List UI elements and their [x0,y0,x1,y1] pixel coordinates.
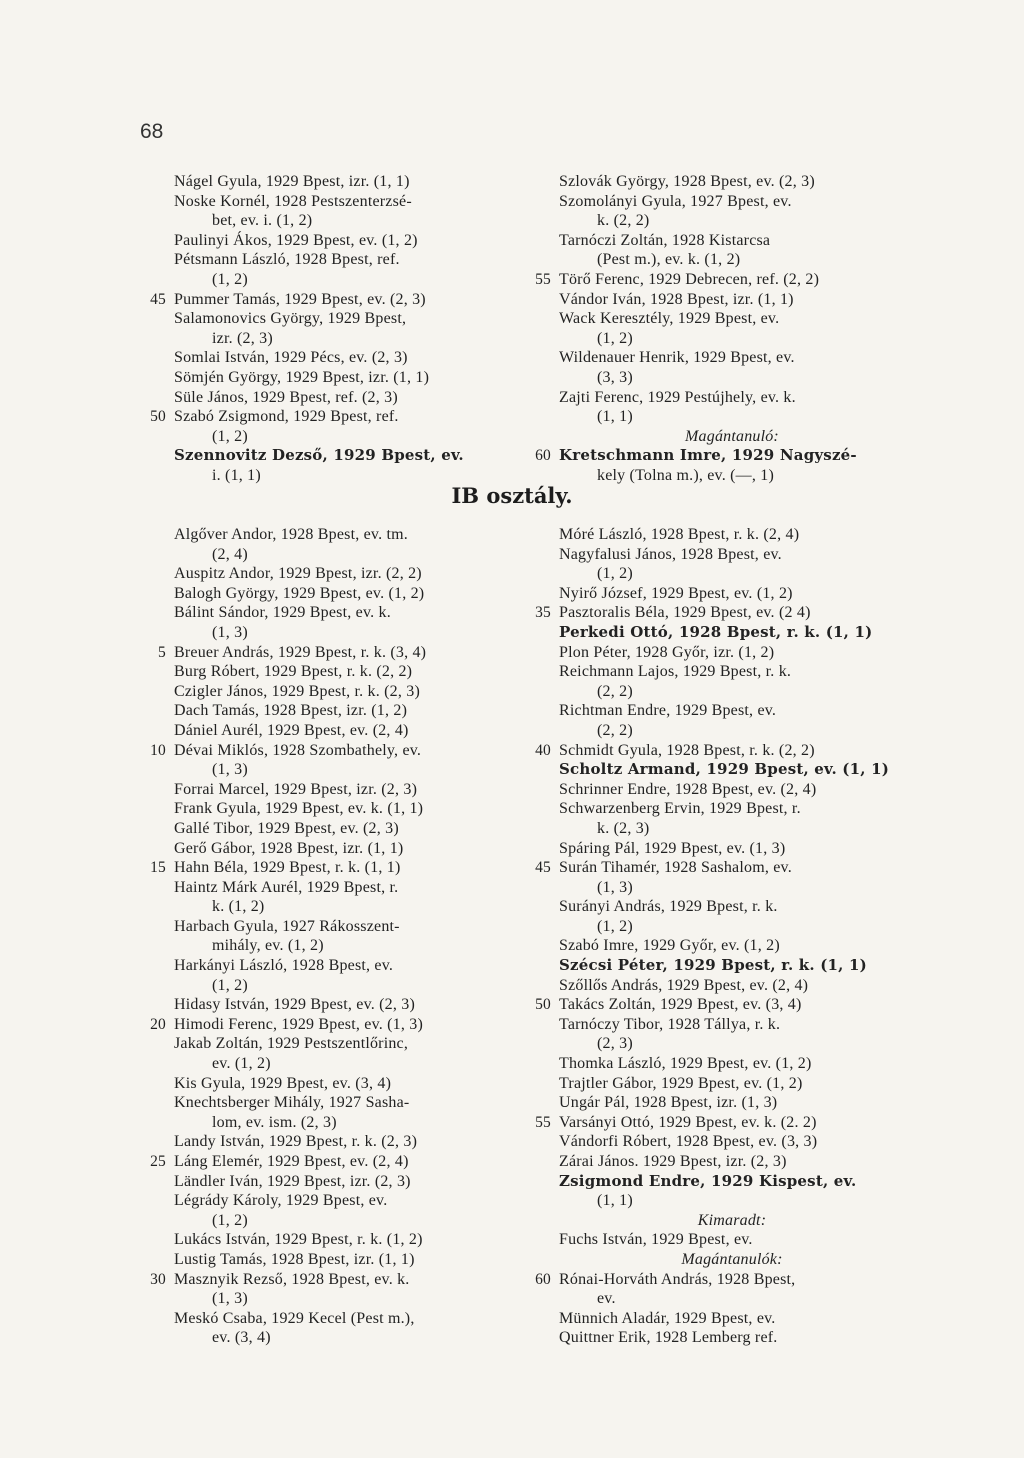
list-item [140,956,520,976]
list-item [525,1015,905,1035]
list-item [525,172,905,192]
list-item [140,682,520,702]
entry-text: Rónai-Horváth András, 1928 Bpest, [559,1270,796,1288]
entry-text: ev. (3, 4) [212,1329,271,1347]
list-item [525,878,905,898]
list-item [140,1054,520,1074]
entry-text: Magántanuló: [685,427,779,445]
list-item [140,250,520,270]
list-item [525,1230,905,1250]
list-item [140,995,520,1015]
list-item [140,172,520,192]
entry-text: Szécsi Péter, 1929 Bpest, r. k. (1, 1) [559,956,867,975]
entry-text: (2, 4) [212,545,248,563]
entry-text: Frank Gyula, 1929 Bpest, ev. k. (1, 1) [174,800,424,818]
list-item [525,446,905,466]
entry-text: (1, 1) [597,408,633,426]
list-item [140,780,520,800]
entry-text: (2, 3) [597,1035,633,1053]
list-item [525,231,905,251]
list-item [525,1152,905,1172]
line-number: 55 [535,270,551,288]
entry-text: Wildenauer Henrik, 1929 Bpest, ev. [559,349,795,367]
entry-text: Richtman Endre, 1929 Bpest, ev. [559,702,777,720]
list-item [525,1074,905,1094]
entry-text: Tarnóczy Tibor, 1928 Tállya, r. k. [559,1015,781,1033]
list-item [525,192,905,212]
list-item [140,878,520,898]
entry-text: Auspitz Andor, 1929 Bpest, izr. (2, 2) [174,565,422,583]
entry-text: Scholtz Armand, 1929 Bpest, ev. (1, 1) [559,760,890,779]
list-item [140,623,520,643]
list-item [140,525,520,545]
entry-text: Móré László, 1928 Bpest, r. k. (2, 4) [559,526,800,543]
line-number: 35 [535,604,551,622]
entry-text: Tarnóczi Zoltán, 1928 Kistarcsa [559,231,771,249]
entry-text: (1, 3) [597,878,633,896]
entry-text: Lukács István, 1929 Bpest, r. k. (1, 2) [174,1231,423,1249]
entry-text: Hidasy István, 1929 Bpest, ev. (2, 3) [174,996,415,1014]
entry-text: i. (1, 1) [212,466,261,484]
entry-text: Schwarzenberg Ervin, 1929 Bpest, r. [559,800,801,818]
entry-text: Fuchs István, 1929 Bpest, ev. [559,1231,753,1249]
list-item [140,1191,520,1211]
list-item [140,760,520,780]
entry-text: Nágel Gyula, 1929 Bpest, izr. (1, 1) [174,173,410,190]
entry-text: Harkányi László, 1928 Bpest, ev. [174,957,394,975]
entry-text: Nyirő József, 1929 Bpest, ev. (1, 2) [559,584,793,602]
list-item [525,329,905,349]
entry-text: (2, 2) [597,721,633,739]
list-item [140,917,520,937]
entry-text: Gerő Gábor, 1928 Bpest, izr. (1, 1) [174,839,404,857]
entry-text: Zsigmond Endre, 1929 Kispest, ev. [559,1171,857,1190]
list-item [525,839,905,859]
line-number: 55 [535,1113,551,1131]
list-item [525,897,905,917]
list-item [525,1250,905,1270]
list-item [525,603,905,623]
entry-text: Pétsmann László, 1928 Bpest, ref. [174,251,400,269]
entry-text: Plon Péter, 1928 Győr, izr. (1, 2) [559,643,775,661]
entry-text: Meskó Csaba, 1929 Kecel (Pest m.), [174,1309,415,1327]
entry-text: Szlovák György, 1928 Bpest, ev. (2, 3) [559,173,815,190]
entry-text: Zárai János. 1929 Bpest, izr. (2, 3) [559,1153,787,1170]
list-item [140,936,520,956]
section-heading: IB osztály. [451,483,573,508]
list-item [140,897,520,917]
entry-text: Pummer Tamás, 1929 Bpest, ev. (2, 3) [174,290,426,308]
list-item [525,1328,905,1348]
list-item [140,858,520,878]
entry-text: (1, 2) [212,976,248,994]
entry-text: Surányi András, 1929 Bpest, r. k. [559,898,778,916]
entry-text: Gallé Tibor, 1929 Bpest, ev. (2, 3) [174,819,399,837]
entry-text: Harbach Gyula, 1927 Rákosszent- [174,917,400,935]
entry-text: Münnich Aladár, 1929 Bpest, ev. [559,1309,776,1327]
list-item [525,250,905,270]
entry-text: (1, 2) [597,565,633,583]
entry-text: Dániel Aurél, 1929 Bpest, ev. (2, 4) [174,721,409,739]
entry-text: Vándor Iván, 1928 Bpest, izr. (1, 1) [559,290,794,308]
entry-text: Kretschmann Imre, 1929 Nagyszé- [559,446,857,465]
list-item [140,662,520,682]
list-item [525,741,905,761]
entry-text: Breuer András, 1929 Bpest, r. k. (3, 4) [174,643,427,661]
list-item [525,211,905,231]
line-number: 45 [150,290,166,308]
list-item [140,1211,520,1231]
entry-text: Spáring Pál, 1929 Bpest, ev. (1, 3) [559,839,786,857]
entry-text: Quittner Erik, 1928 Lemberg ref. [559,1329,778,1347]
entry-text: izr. (2, 3) [212,329,273,347]
entry-text: Himodi Ferenc, 1929 Bpest, ev. (1, 3) [174,1015,423,1033]
entry-text: (1, 3) [212,1290,248,1308]
list-item [140,1230,520,1250]
list-item [140,1074,520,1094]
entry-text: Zajti Ferenc, 1929 Pestújhely, ev. k. [559,388,796,406]
line-number: 45 [535,859,551,877]
list-item [525,936,905,956]
entry-text: Surán Tihamér, 1928 Sashalom, ev. [559,859,792,877]
entry-text: Trajtler Gábor, 1929 Bpest, ev. (1, 2) [559,1074,803,1092]
list-item [140,721,520,741]
list-item [140,564,520,584]
list-item [525,525,905,545]
list-item [525,1270,905,1290]
entry-text: Knechtsberger Mihály, 1927 Sasha- [174,1094,410,1112]
entry-text: Dach Tamás, 1928 Bpest, izr. (1, 2) [174,702,408,720]
line-number: 40 [535,741,551,759]
entry-text: ev. (1, 2) [212,1055,271,1073]
entry-text: Salamonovics György, 1929 Bpest, [174,310,407,328]
entry-text: Törő Ferenc, 1929 Debrecen, ref. (2, 2) [559,270,820,288]
list-item [140,446,520,466]
entry-text: Paulinyi Ákos, 1929 Bpest, ev. (1, 2) [174,231,418,249]
entry-text: mihály, ev. (1, 2) [212,937,324,955]
list-item [140,584,520,604]
list-item [525,780,905,800]
entry-text: Thomka László, 1929 Bpest, ev. (1, 2) [559,1055,812,1073]
entry-text: (Pest m.), ev. k. (1, 2) [597,251,741,269]
entry-text: Szabó Zsigmond, 1929 Bpest, ref. [174,408,399,426]
list-item [525,1093,905,1113]
list-item [140,976,520,996]
entry-text: Forrai Marcel, 1929 Bpest, izr. (2, 3) [174,780,418,798]
entry-text: k. (2, 2) [597,212,650,230]
entry-text: Szőllős András, 1929 Bpest, ev. (2, 4) [559,976,809,994]
entry-text: Kis Gyula, 1929 Bpest, ev. (3, 4) [174,1074,392,1092]
list-item [525,1113,905,1133]
list-item [525,584,905,604]
list-item [140,741,520,761]
list-item [525,1289,905,1309]
entry-text: Masznyik Rezső, 1928 Bpest, ev. k. [174,1270,410,1288]
line-number: 20 [150,1015,166,1033]
entry-text: Landy István, 1929 Bpest, r. k. (2, 3) [174,1133,418,1151]
list-item [525,427,905,447]
list-item [525,368,905,388]
entry-text: Schmidt Gyula, 1928 Bpest, r. k. (2, 2) [559,741,815,759]
entry-text: Reichmann Lajos, 1929 Bpest, r. k. [559,663,792,681]
entry-text: (1, 2) [212,270,248,288]
list-item [140,427,520,447]
line-number: 50 [150,408,166,426]
list-item [140,270,520,290]
entry-text: Ungár Pál, 1928 Bpest, izr. (1, 3) [559,1094,778,1112]
entry-text: (1, 3) [212,623,248,641]
list-item [525,760,905,780]
entry-text: (1, 2) [597,329,633,347]
page-number: 68 [140,120,164,143]
column-top-left [140,172,520,486]
list-item [140,211,520,231]
entry-text: (1, 2) [212,427,248,445]
entry-text: Wack Keresztély, 1929 Bpest, ev. [559,310,780,328]
list-item [140,1093,520,1113]
entry-text: Dévai Miklós, 1928 Szombathely, ev. [174,741,422,759]
entry-text: (3, 3) [597,368,633,386]
entry-text: Hahn Béla, 1929 Bpest, r. k. (1, 1) [174,859,401,877]
line-number: 50 [535,996,551,1014]
list-item [525,643,905,663]
entry-text: Perkedi Ottó, 1928 Bpest, r. k. (1, 1) [559,622,873,641]
list-item [525,1034,905,1054]
entry-text: Szabó Imre, 1929 Győr, ev. (1, 2) [559,937,780,955]
list-item [525,995,905,1015]
entry-text: Noske Kornél, 1928 Pestszenterzsé- [174,192,412,210]
entry-text: Szennovitz Dezső, 1929 Bpest, ev. [174,446,464,465]
entry-text: Haintz Márk Aurél, 1929 Bpest, r. [174,878,399,896]
line-number: 15 [150,859,166,877]
list-item [525,1054,905,1074]
list-item [140,603,520,623]
entry-text: Varsányi Ottó, 1929 Bpest, ev. k. (2. 2) [559,1113,817,1131]
list-item [525,799,905,819]
list-item [525,819,905,839]
list-item [140,1309,520,1329]
list-item [140,545,520,565]
list-item [525,270,905,290]
entry-text: Szomolányi Gyula, 1927 Bpest, ev. [559,192,792,210]
list-item [525,858,905,878]
entry-text: Sömjén György, 1929 Bpest, izr. (1, 1) [174,368,430,386]
list-item [525,721,905,741]
list-item [525,388,905,408]
list-item [140,368,520,388]
list-item [525,407,905,427]
list-item [140,348,520,368]
entry-text: (1, 2) [597,917,633,935]
column-bottom-right [525,525,905,1348]
entry-text: Süle János, 1929 Bpest, ref. (2, 3) [174,388,398,406]
list-item [140,701,520,721]
list-item [140,643,520,663]
list-item [140,1113,520,1133]
list-item [140,819,520,839]
list-item [525,348,905,368]
list-item [140,839,520,859]
line-number: 60 [535,447,551,465]
entry-text: (2, 2) [597,682,633,700]
list-item [525,976,905,996]
list-item [525,309,905,329]
entry-text: Jakab Zoltán, 1929 Pestszentlőrinc, [174,1035,409,1053]
list-item [140,1172,520,1192]
entry-text: Légrády Károly, 1929 Bpest, ev. [174,1192,388,1210]
entry-text: Balogh György, 1929 Bpest, ev. (1, 2) [174,584,425,602]
list-item [525,917,905,937]
entry-text: k. (1, 2) [212,898,265,916]
line-number: 30 [150,1270,166,1288]
column-top-right [525,172,905,486]
list-item [140,192,520,212]
entry-text: kely (Tolna m.), ev. (—, 1) [597,466,774,484]
entry-text: (1, 3) [212,761,248,779]
entry-text: Ländler Iván, 1929 Bpest, izr. (2, 3) [174,1172,411,1190]
list-item [140,309,520,329]
list-item [525,701,905,721]
entry-text: (1, 2) [212,1211,248,1229]
line-number: 60 [535,1270,551,1288]
list-item [140,329,520,349]
list-item [525,545,905,565]
list-item [140,1289,520,1309]
list-item [140,799,520,819]
list-item [140,388,520,408]
entry-text: k. (2, 3) [597,819,650,837]
list-item [525,564,905,584]
entry-text: Bálint Sándor, 1929 Bpest, ev. k. [174,604,391,622]
column-bottom-left [140,525,520,1348]
list-item [140,1328,520,1348]
list-item [140,1034,520,1054]
entry-text: lom, ev. ism. (2, 3) [212,1113,337,1131]
list-item [140,290,520,310]
list-item [525,1191,905,1211]
entry-text: (1, 1) [597,1192,633,1210]
list-item [525,1132,905,1152]
list-item [525,1211,905,1231]
entry-text: Somlai István, 1929 Pécs, ev. (2, 3) [174,349,408,367]
list-item [140,1152,520,1172]
line-number: 5 [158,643,166,661]
line-number: 10 [150,741,166,759]
list-item [525,1309,905,1329]
list-item [525,1172,905,1192]
list-item [140,407,520,427]
list-item [525,682,905,702]
line-number: 25 [150,1153,166,1170]
entry-text: Pasztoralis Béla, 1929 Bpest, ev. (2 4) [559,604,811,622]
list-item [140,231,520,251]
entry-text: Algőver Andor, 1928 Bpest, ev. tm. [174,526,408,543]
list-item [140,1015,520,1035]
list-item [525,623,905,643]
entry-text: ev. [597,1290,616,1308]
list-item [140,1250,520,1270]
entry-text: Schrinner Endre, 1928 Bpest, ev. (2, 4) [559,780,817,798]
entry-text: Czigler János, 1929 Bpest, r. k. (2, 3) [174,682,420,700]
list-item [525,956,905,976]
entry-text: Lustig Tamás, 1928 Bpest, izr. (1, 1) [174,1250,415,1268]
entry-text: Láng Elemér, 1929 Bpest, ev. (2, 4) [174,1153,409,1170]
entry-text: Vándorfi Róbert, 1928 Bpest, ev. (3, 3) [559,1133,818,1151]
list-item [140,1270,520,1290]
list-item [525,662,905,682]
entry-text: Magántanulók: [681,1250,783,1268]
entry-text: bet, ev. i. (1, 2) [212,212,313,230]
entry-text: Takács Zoltán, 1929 Bpest, ev. (3, 4) [559,996,802,1014]
list-item [140,1132,520,1152]
entry-text: Burg Róbert, 1929 Bpest, r. k. (2, 2) [174,663,413,681]
entry-text: Kimaradt: [697,1211,767,1229]
entry-text: Nagyfalusi János, 1928 Bpest, ev. [559,545,782,563]
list-item [525,290,905,310]
